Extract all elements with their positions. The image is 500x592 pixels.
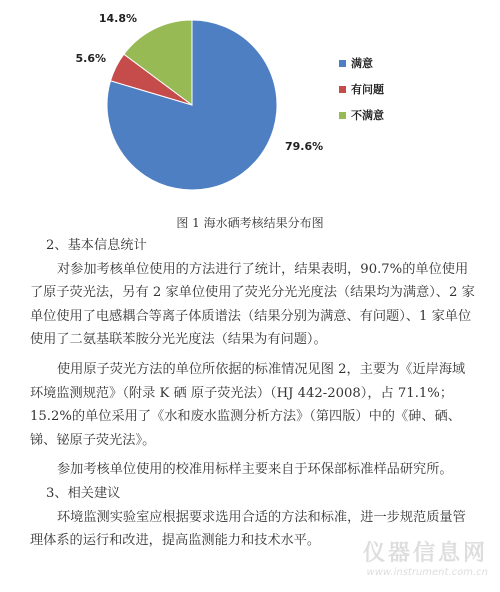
legend-label-problematic: 有问题 <box>351 83 384 96</box>
paragraph-methods: 对参加考核单位使用的方法进行了统计，结果表明，90.7%的单位使用了原子荧光法，另有 2 家单位使用了荧光分光光度法（结果均为满意）、2 家单位使用了电感耦合等离子体质谱法（结果分别为满意、有问题）、1 家单位使用了二氨基联苯胺分光光度法（结果为有问题）。 <box>30 261 475 348</box>
pie-label-problematic: 5.6% <box>75 52 106 65</box>
watermark-name: 仪器信息网 <box>362 541 488 566</box>
chart-legend <box>339 56 384 122</box>
watermark <box>363 536 488 578</box>
legend-swatch-satisfied <box>339 60 346 67</box>
pie-label-unsatisfied: 14.8% <box>98 12 137 25</box>
legend-swatch-problematic <box>339 86 346 93</box>
watermark-url: www.instrument.com.cn <box>366 567 488 578</box>
legend-label-satisfied: 满意 <box>351 57 373 70</box>
paragraph-standards: 使用原子荧光方法的单位所依据的标准情况见图 2，主要为《近岸海域环境监测规范》（附录 K 硒 原子荧光法）（HJ 442-2008），占 71.1%；15.2%的单位采用了《水和废水监测分析方法》（第四版）中的《砷、硒、锑、铋原子荧光法》。 <box>30 361 466 448</box>
paragraph-calibration: 参加考核单位使用的校准用标样主要来自于环保部标准样品研究所。 <box>57 462 453 478</box>
pie-label-satisfied: 79.6% <box>285 140 324 153</box>
section-heading-3: 3、相关建议 <box>46 485 121 501</box>
article-body <box>30 234 478 553</box>
legend-label-unsatisfied: 不满意 <box>351 109 384 122</box>
section-heading-2: 2、基本信息统计 <box>46 238 147 253</box>
figure-caption: 图 1 海水硒考核结果分布图 <box>176 216 324 230</box>
pie-slices <box>107 20 277 190</box>
pie-chart <box>0 0 500 210</box>
legend-swatch-unsatisfied <box>339 112 346 119</box>
paragraph-recommendations: 环境监测实验室应根据要求选用合适的方法和标准，进一步规范质量管理体系的运行和改进，提高监测能力和技术水平。 <box>30 509 466 549</box>
